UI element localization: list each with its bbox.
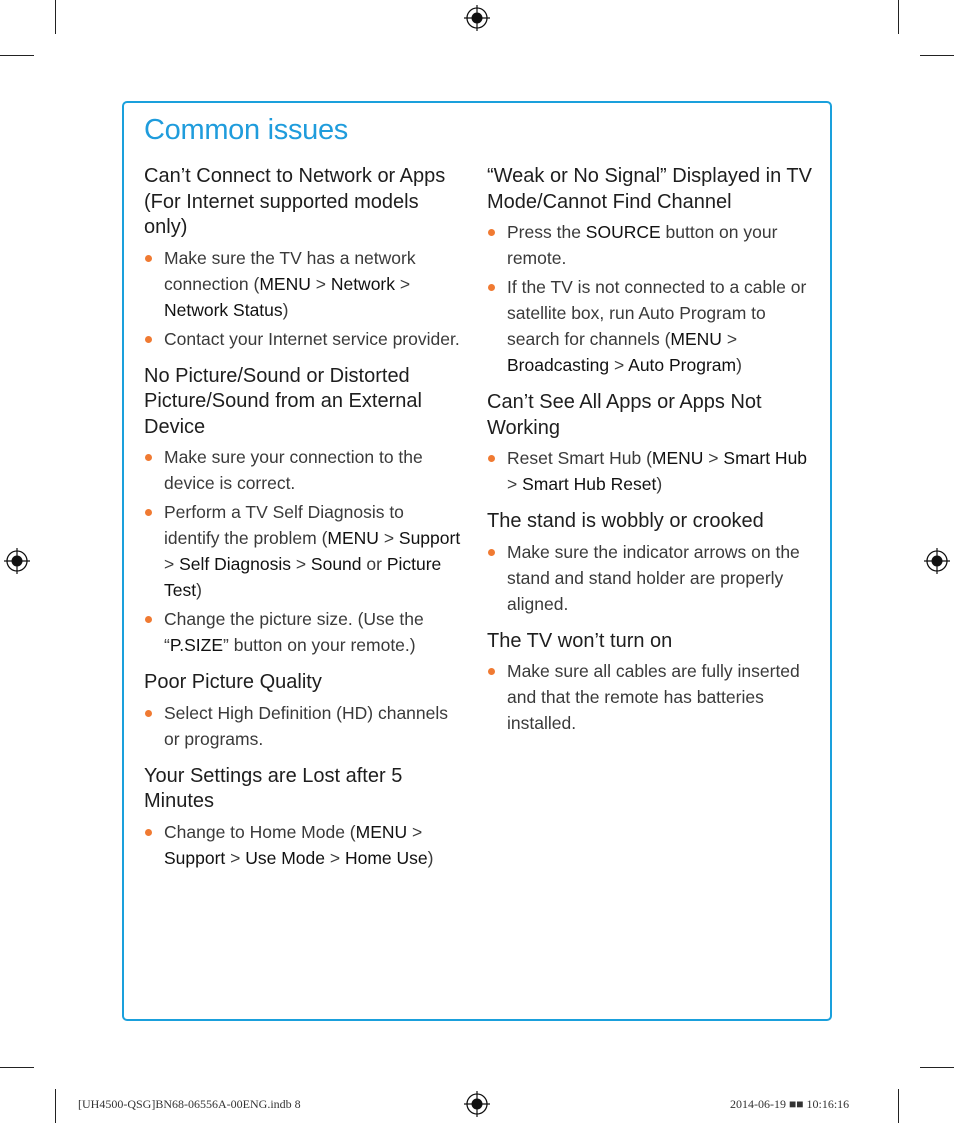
registration-mark-icon bbox=[4, 548, 30, 574]
left-column bbox=[144, 164, 464, 883]
bullet-item: Reset Smart Hub (MENU > Smart Hub > Smart Hub Reset) bbox=[487, 445, 817, 497]
menu-path-key: P.SIZE bbox=[169, 635, 224, 655]
bullet-item: Perform a TV Self Diagnosis to identify the problem (MENU > Support > Self Diagnosis > Sound or Picture Test) bbox=[144, 499, 464, 603]
bullet-item: Change the picture size. (Use the “P.SIZE” button on your remote.) bbox=[144, 606, 464, 658]
crop-mark bbox=[898, 0, 899, 34]
file-label: [UH4500-QSG]BN68-06556A-00ENG.indb 8 bbox=[78, 1097, 301, 1111]
menu-path-key: Auto Program bbox=[628, 355, 737, 375]
menu-path-key: MENU bbox=[327, 528, 379, 548]
menu-path-key: Network Status bbox=[164, 299, 283, 320]
menu-path-key: Broadcasting bbox=[507, 355, 610, 375]
section-heading: Can’t Connect to Network or Apps (For Internet supported models only) bbox=[144, 165, 446, 238]
bullet-dot-icon bbox=[145, 710, 152, 717]
bullet-dot-icon bbox=[488, 284, 495, 291]
bullet-dot-icon bbox=[145, 509, 152, 516]
section-heading: Your Settings are Lost after 5 Minutes bbox=[144, 764, 403, 812]
bullet-dot-icon bbox=[145, 829, 152, 836]
bullet-item: Make sure the indicator arrows on the stand and stand holder are properly aligned. bbox=[487, 539, 817, 617]
bullet-dot-icon bbox=[145, 336, 152, 343]
bullet-dot-icon bbox=[145, 616, 152, 623]
bullet-item: Make sure all cables are fully inserted and that the remote has batteries installed. bbox=[487, 658, 817, 736]
menu-path-key: Smart Hub Reset bbox=[522, 474, 657, 494]
issue-weak-signal bbox=[487, 164, 817, 378]
section-heading: The stand is wobbly or crooked bbox=[487, 510, 764, 532]
crop-mark bbox=[920, 55, 954, 56]
issue-poor-picture bbox=[144, 670, 464, 752]
bullet-dot-icon bbox=[145, 255, 152, 262]
menu-path-key: MENU bbox=[670, 329, 722, 349]
crop-mark bbox=[55, 1089, 56, 1123]
section-heading: No Picture/Sound or Distorted Picture/Sound from an External Device bbox=[144, 364, 422, 438]
issue-apps-not-working bbox=[487, 390, 817, 497]
issue-tv-wont-turn-on bbox=[487, 629, 817, 737]
menu-path-key: Network bbox=[330, 273, 396, 294]
menu-path-key: SOURCE bbox=[585, 222, 661, 242]
registration-mark-icon bbox=[464, 1091, 490, 1117]
bullet-item: Contact your Internet service provider. bbox=[144, 326, 464, 352]
issue-stand-wobbly bbox=[487, 509, 817, 617]
crop-mark bbox=[55, 0, 56, 34]
menu-path-key: Use Mode bbox=[245, 847, 326, 868]
menu-path-key: Support bbox=[398, 528, 461, 548]
section-heading: “Weak or No Signal” Displayed in TV Mode/Cannot Find Channel bbox=[487, 165, 812, 213]
menu-path-key: Self Diagnosis bbox=[179, 554, 291, 574]
bullet-dot-icon bbox=[488, 229, 495, 236]
registration-mark-icon bbox=[464, 5, 490, 31]
crop-mark bbox=[920, 1067, 954, 1068]
page-title: Common issues bbox=[144, 114, 348, 146]
bullet-item: Change to Home Mode (MENU > Support > Use Mode > Home Use) bbox=[144, 819, 464, 871]
menu-path-key: Support bbox=[164, 847, 226, 868]
bullet-item: Make sure the TV has a network connection (MENU > Network > Network Status) bbox=[144, 245, 464, 323]
menu-path-key: Picture Test bbox=[164, 554, 442, 600]
menu-path-key: Home Use bbox=[344, 847, 428, 868]
menu-path-key: Sound bbox=[310, 554, 362, 574]
crop-mark bbox=[0, 55, 34, 56]
menu-path-key: MENU bbox=[355, 821, 408, 842]
menu-path-key: MENU bbox=[259, 273, 311, 294]
bullet-dot-icon bbox=[488, 549, 495, 556]
registration-mark-icon bbox=[924, 548, 950, 574]
bullet-item: Make sure your connection to the device is correct. bbox=[144, 444, 464, 496]
right-column bbox=[487, 164, 817, 748]
crop-mark bbox=[0, 1067, 34, 1068]
print-timestamp: 2014-06-19 ■■ 10:16:16 bbox=[730, 1097, 850, 1111]
bullet-item: If the TV is not connected to a cable or satellite box, run Auto Program to search for channels (MENU > Broadcasting > Auto Program) bbox=[487, 274, 817, 378]
issue-settings-lost bbox=[144, 764, 464, 871]
bullet-dot-icon bbox=[488, 668, 495, 675]
issue-no-picture-sound bbox=[144, 364, 464, 659]
issue-network-apps bbox=[144, 164, 464, 352]
bullet-item: Select High Definition (HD) channels or programs. bbox=[144, 700, 464, 752]
section-heading: Poor Picture Quality bbox=[144, 671, 322, 693]
menu-path-key: Smart Hub bbox=[723, 448, 808, 468]
crop-mark bbox=[898, 1089, 899, 1123]
section-heading: Can’t See All Apps or Apps Not Working bbox=[487, 391, 762, 439]
bullet-dot-icon bbox=[145, 454, 152, 461]
menu-path-key: MENU bbox=[651, 448, 704, 468]
bullet-dot-icon bbox=[488, 455, 495, 462]
bullet-item: Press the SOURCE button on your remote. bbox=[487, 219, 817, 271]
section-heading: The TV won’t turn on bbox=[487, 629, 673, 652]
